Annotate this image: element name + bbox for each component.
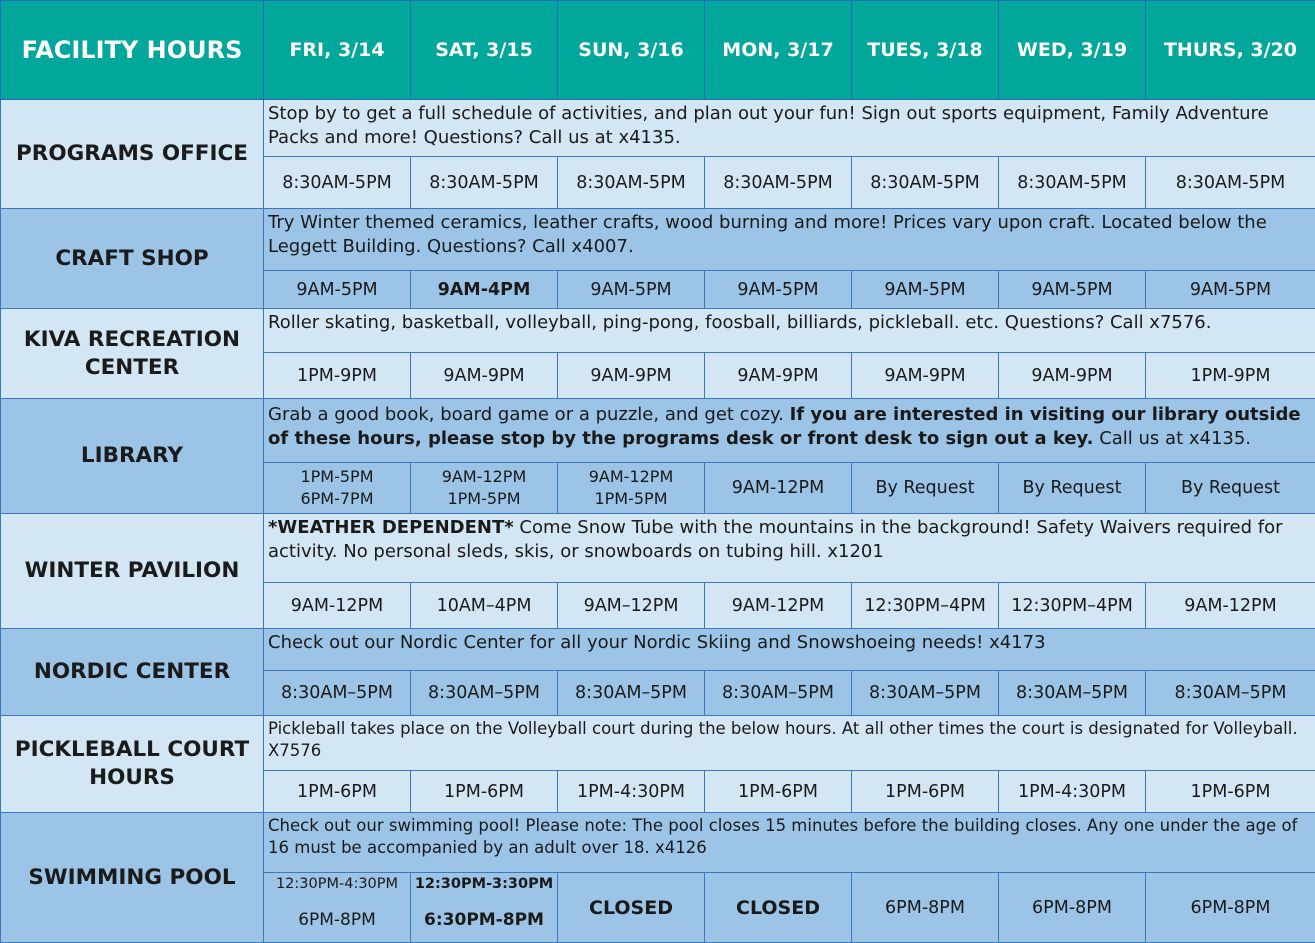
hours-line: 1PM-5PM xyxy=(300,467,374,486)
hours-cell: 9AM-5PM xyxy=(1146,271,1315,309)
day-header-fri: FRI, 3/14 xyxy=(264,1,411,100)
hours-cell-closed: CLOSED xyxy=(705,873,852,943)
hours-cell: 8:30AM-5PM xyxy=(1146,157,1315,209)
facility-row-kiva xyxy=(1,309,1315,353)
hours-cell: 1PM-6PM xyxy=(411,771,558,813)
day-header-tue: TUES, 3/18 xyxy=(852,1,999,100)
facility-row-swimming-pool xyxy=(1,813,1315,873)
hours-cell: 1PM-9PM xyxy=(1146,353,1315,399)
hours-line: 6PM-7PM xyxy=(300,489,374,508)
facility-description: Pickleball takes place on the Volleyball court during the below hours. At all other times the court is designated for Volleyball. X7576 xyxy=(264,716,1315,771)
header-row xyxy=(1,1,1315,100)
hours-cell: 9AM-12PM xyxy=(1146,583,1315,629)
hours-cell: 9AM-12PM xyxy=(705,583,852,629)
facility-row-programs-office xyxy=(1,100,1315,157)
facility-description: Check out our swimming pool! Please note: The pool closes 15 minutes before the building closes. Any one under the age of 16 must be accompanied by an adult over 18. x4126 xyxy=(264,813,1315,873)
hours-cell: 6PM-8PM xyxy=(852,873,999,943)
hours-cell: 8:30AM–5PM xyxy=(264,671,411,716)
hours-cell: 8:30AM–5PM xyxy=(1146,671,1315,716)
hours-cell: 8:30AM–5PM xyxy=(852,671,999,716)
hours-cell: 9AM-4PM xyxy=(411,271,558,309)
hours-cell xyxy=(411,873,558,943)
facility-name: LIBRARY xyxy=(1,399,264,514)
hours-cell: 8:30AM-5PM xyxy=(852,157,999,209)
hours-cell-closed: CLOSED xyxy=(558,873,705,943)
facility-description xyxy=(264,514,1315,583)
library-desc-intro: Grab a good book, board game or a puzzle, and get cozy. xyxy=(268,404,790,425)
hours-cell: 6PM-8PM xyxy=(999,873,1146,943)
facility-name xyxy=(1,309,264,399)
pavilion-desc-text: Come Snow Tube with the mountains in the background! Safety Waivers required for activity. No personal sleds, skis, or snowboards on tubing hill. x1201 xyxy=(268,517,1283,562)
hours-cell: 9AM-5PM xyxy=(264,271,411,309)
day-header-sat: SAT, 3/15 xyxy=(411,1,558,100)
facility-description: Stop by to get a full schedule of activities, and plan out your fun! Sign out sports equipment, Family Adventure Packs and more! Questions? Call us at x4135. xyxy=(264,100,1315,157)
hours-cell: By Request xyxy=(1146,463,1315,514)
hours-cell: 8:30AM-5PM xyxy=(705,157,852,209)
hours-line: 1PM-5PM xyxy=(594,489,668,508)
hours-cell: 8:30AM-5PM xyxy=(411,157,558,209)
hours-cell: 8:30AM–5PM xyxy=(411,671,558,716)
hours-cell: 8:30AM–5PM xyxy=(558,671,705,716)
hours-cell: 8:30AM-5PM xyxy=(264,157,411,209)
hours-cell: 1PM-9PM xyxy=(264,353,411,399)
hours-cell: 6PM-8PM xyxy=(1146,873,1315,943)
day-header-thu: THURS, 3/20 xyxy=(1146,1,1315,100)
hours-cell: 9AM-9PM xyxy=(411,353,558,399)
hours-line: 6PM-8PM xyxy=(298,910,376,930)
facility-name-line1: PICKLEBALL COURT xyxy=(14,737,250,762)
hours-cell: 1PM-6PM xyxy=(1146,771,1315,813)
day-header-sun: SUN, 3/16 xyxy=(558,1,705,100)
hours-cell: 9AM-9PM xyxy=(705,353,852,399)
facility-name: WINTER PAVILION xyxy=(1,514,264,629)
hours-line: 12:30PM-4:30PM xyxy=(275,876,399,892)
hours-cell: 1PM-4:30PM xyxy=(558,771,705,813)
hours-line: 9AM-12PM xyxy=(441,467,527,486)
hours-cell: 9AM-9PM xyxy=(999,353,1146,399)
hours-line: 12:30PM-3:30PM xyxy=(414,876,554,892)
hours-cell: 8:30AM–5PM xyxy=(999,671,1146,716)
facility-row-winter-pavilion xyxy=(1,514,1315,583)
hours-cell: 9AM-12PM xyxy=(705,463,852,514)
hours-cell xyxy=(558,463,705,514)
facility-name: PROGRAMS OFFICE xyxy=(1,100,264,209)
hours-cell xyxy=(264,873,411,943)
facility-row-pickleball xyxy=(1,716,1315,771)
hours-cell: 9AM-5PM xyxy=(705,271,852,309)
hours-cell: 9AM-5PM xyxy=(852,271,999,309)
facility-name xyxy=(1,716,264,813)
hours-cell: 9AM-9PM xyxy=(558,353,705,399)
hours-cell: 9AM-5PM xyxy=(558,271,705,309)
facility-row-craft-shop xyxy=(1,209,1315,271)
hours-line: 9AM-12PM xyxy=(588,467,674,486)
hours-cell: 1PM-4:30PM xyxy=(999,771,1146,813)
hours-cell: 12:30PM–4PM xyxy=(999,583,1146,629)
facility-name: SWIMMING POOL xyxy=(1,813,264,943)
hours-cell: 9AM-5PM xyxy=(999,271,1146,309)
hours-cell: 12:30PM–4PM xyxy=(852,583,999,629)
hours-line: 1PM-5PM xyxy=(447,489,521,508)
facility-description xyxy=(264,399,1315,463)
hours-cell: By Request xyxy=(999,463,1146,514)
hours-cell: 9AM-12PM xyxy=(264,583,411,629)
day-header-mon: MON, 3/17 xyxy=(705,1,852,100)
facility-name: NORDIC CENTER xyxy=(1,629,264,716)
facility-description: Roller skating, basketball, volleyball, ping-pong, foosball, billiards, pickleball. etc. Questions? Call x7576. xyxy=(264,309,1315,353)
facility-name-line1: KIVA RECREATION xyxy=(23,326,241,352)
facility-name-line2: CENTER xyxy=(84,354,180,380)
facility-row-library xyxy=(1,399,1315,463)
library-desc-key-note: If you are interested in visiting our library outside of these hours, please stop by the programs desk or front desk to sign out a key. xyxy=(268,404,1301,449)
facility-name: CRAFT SHOP xyxy=(1,209,264,309)
hours-cell xyxy=(264,463,411,514)
weather-dependent-note: *WEATHER DEPENDENT* xyxy=(268,517,514,538)
facility-description: Try Winter themed ceramics, leather crafts, wood burning and more! Prices vary upon craft. Located below the Leggett Building. Questions? Call x4007. xyxy=(264,209,1315,271)
facility-row-nordic-center xyxy=(1,629,1315,671)
facility-description: Check out our Nordic Center for all your Nordic Skiing and Snowshoeing needs! x4173 xyxy=(264,629,1315,671)
hours-cell: 1PM-6PM xyxy=(852,771,999,813)
hours-cell: 9AM–12PM xyxy=(558,583,705,629)
library-desc-contact: Call us at x4135. xyxy=(1093,428,1252,449)
facility-name-line2: HOURS xyxy=(89,765,175,790)
hours-line: 6:30PM-8PM xyxy=(424,910,544,930)
hours-cell: By Request xyxy=(852,463,999,514)
hours-cell xyxy=(411,463,558,514)
hours-cell: 1PM-6PM xyxy=(264,771,411,813)
hours-cell: 8:30AM–5PM xyxy=(705,671,852,716)
day-header-wed: WED, 3/19 xyxy=(999,1,1146,100)
table-title: FACILITY HOURS xyxy=(1,1,264,100)
hours-cell: 8:30AM-5PM xyxy=(999,157,1146,209)
hours-cell: 8:30AM-5PM xyxy=(558,157,705,209)
hours-cell: 10AM–4PM xyxy=(411,583,558,629)
hours-cell: 9AM-9PM xyxy=(852,353,999,399)
hours-cell: 1PM-6PM xyxy=(705,771,852,813)
